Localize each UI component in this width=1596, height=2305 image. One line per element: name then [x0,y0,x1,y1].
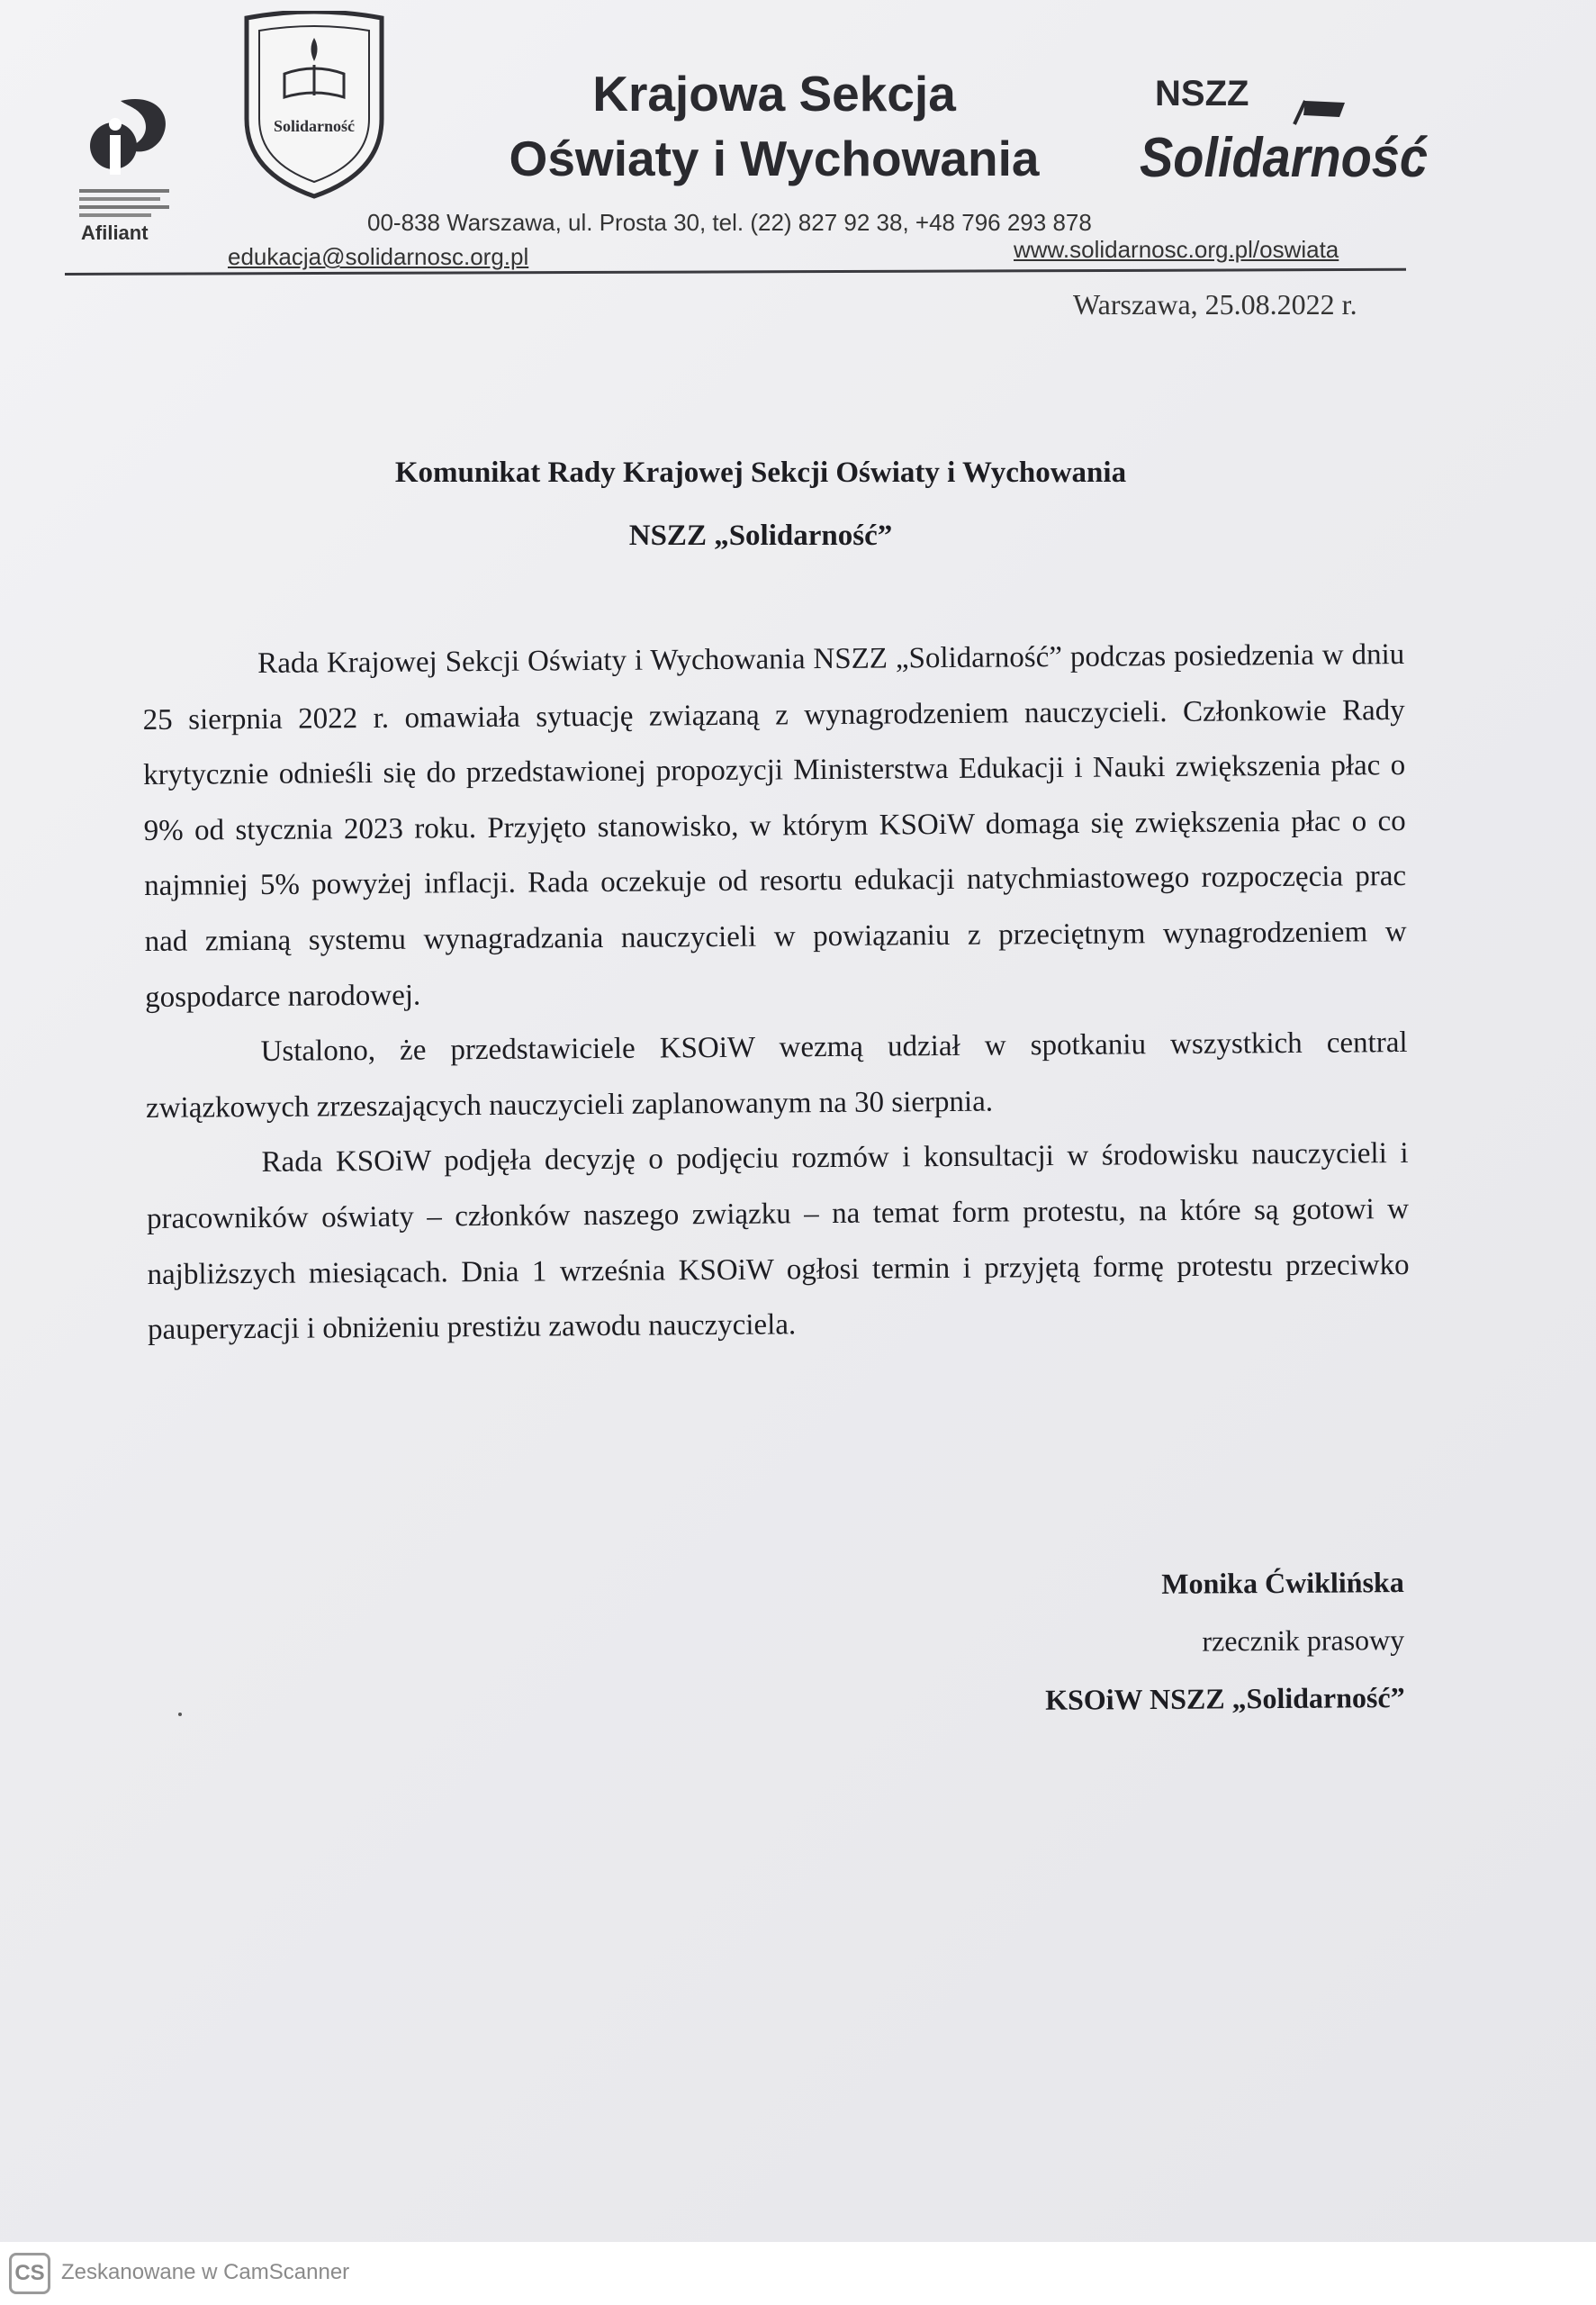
affiliate-label: Afiliant [81,221,149,244]
solidarnosc-logo-text: Solidarność [1140,127,1429,189]
camscanner-watermark-text: Zeskanowane w CamScanner [61,2260,350,2284]
signature-block [1044,1553,1405,1729]
signatory-name: Monika Ćwiklińska [1161,1565,1405,1600]
body-paragraph: Ustalono, że przedstawiciele KSOiW wezmą udział w spotkaniu wszystkich central związkowych zrzeszających nauczycieli zaplanowanym na 30 sierpnia. [145,1026,1408,1125]
email-link[interactable]: edukacja@solidarnosc.org.pl [228,243,529,270]
body-paragraph: Rada Krajowej Sekcji Oświaty i Wychowania NSZZ „Solidarność” podczas posiedzenia w dniu 25 sierpnia 2022 r. omawiała sytuację związaną z wynagrodzeniem nauczycieli. Członkowie Rady krytycznie odnieśli się do przedstawionej propozycji Ministerstwa Edukacji i Nauki zwiększenia płac o 9% od stycznia 2023 roku. Przyjęto stanowisko, w którym KSOiW domaga się zwiększenia płac o co najmniej 5% powyżej inflacji. Rada oczekuje od resortu edukacji natychmiastowego rozpoczęcia prac nad zmianą systemu wynagradzania nauczycieli w powiązaniu z przeciętnym wynagrodzeniem w gospodarce narodowej. [142,637,1407,1014]
org-name-line1: Krajowa Sekcja [592,66,956,122]
camscanner-badge-icon: CS [9,2253,50,2294]
address-line: 00-838 Warszawa, ul. Prosta 30, tel. (22) 827 92 38, +48 796 293 878 [367,209,1092,236]
letter-date: Warszawa, 25.08.2022 r. [1073,288,1357,321]
scan-speck [178,1713,182,1716]
ksoiw-crest-icon [239,11,389,202]
signatory-org: KSOiW NSZZ „Solidarność” [1045,1680,1406,1716]
signatory-role: rzecznik prasowy [1202,1623,1405,1658]
letter-body [142,628,1410,1359]
solidarnosc-logo-icon [1136,97,1433,196]
website-link[interactable]: www.solidarnosc.org.pl/oswiata [1014,236,1339,263]
communique-heading [270,441,1251,567]
affiliate-logo-icon [74,83,182,227]
crest-text: Solidarność [273,117,356,135]
union-short-label: NSZZ [1155,74,1249,113]
heading-line1: Komunikat Rady Krajowej Sekcji Oświaty i Wychowania [394,456,1127,489]
heading-line2: NSZZ „Solidarność” [628,520,893,552]
organization-title [450,61,1098,191]
org-name-line2: Oświaty i Wychowania [509,131,1040,186]
body-paragraph: Rada KSOiW podjęła decyzję o podjęciu rozmów i konsultacji w środowisku nauczycieli i pracowników oświaty – członków naszego związku – na temat form protestu, na które są gotowi w najbliższych miesiącach. Dnia 1 września KSOiW ogłosi termin i przyjętą formę protestu przeciwko pauperyzacji i obniżeniu prestiżu zawodu nauczyciela. [146,1137,1410,1347]
